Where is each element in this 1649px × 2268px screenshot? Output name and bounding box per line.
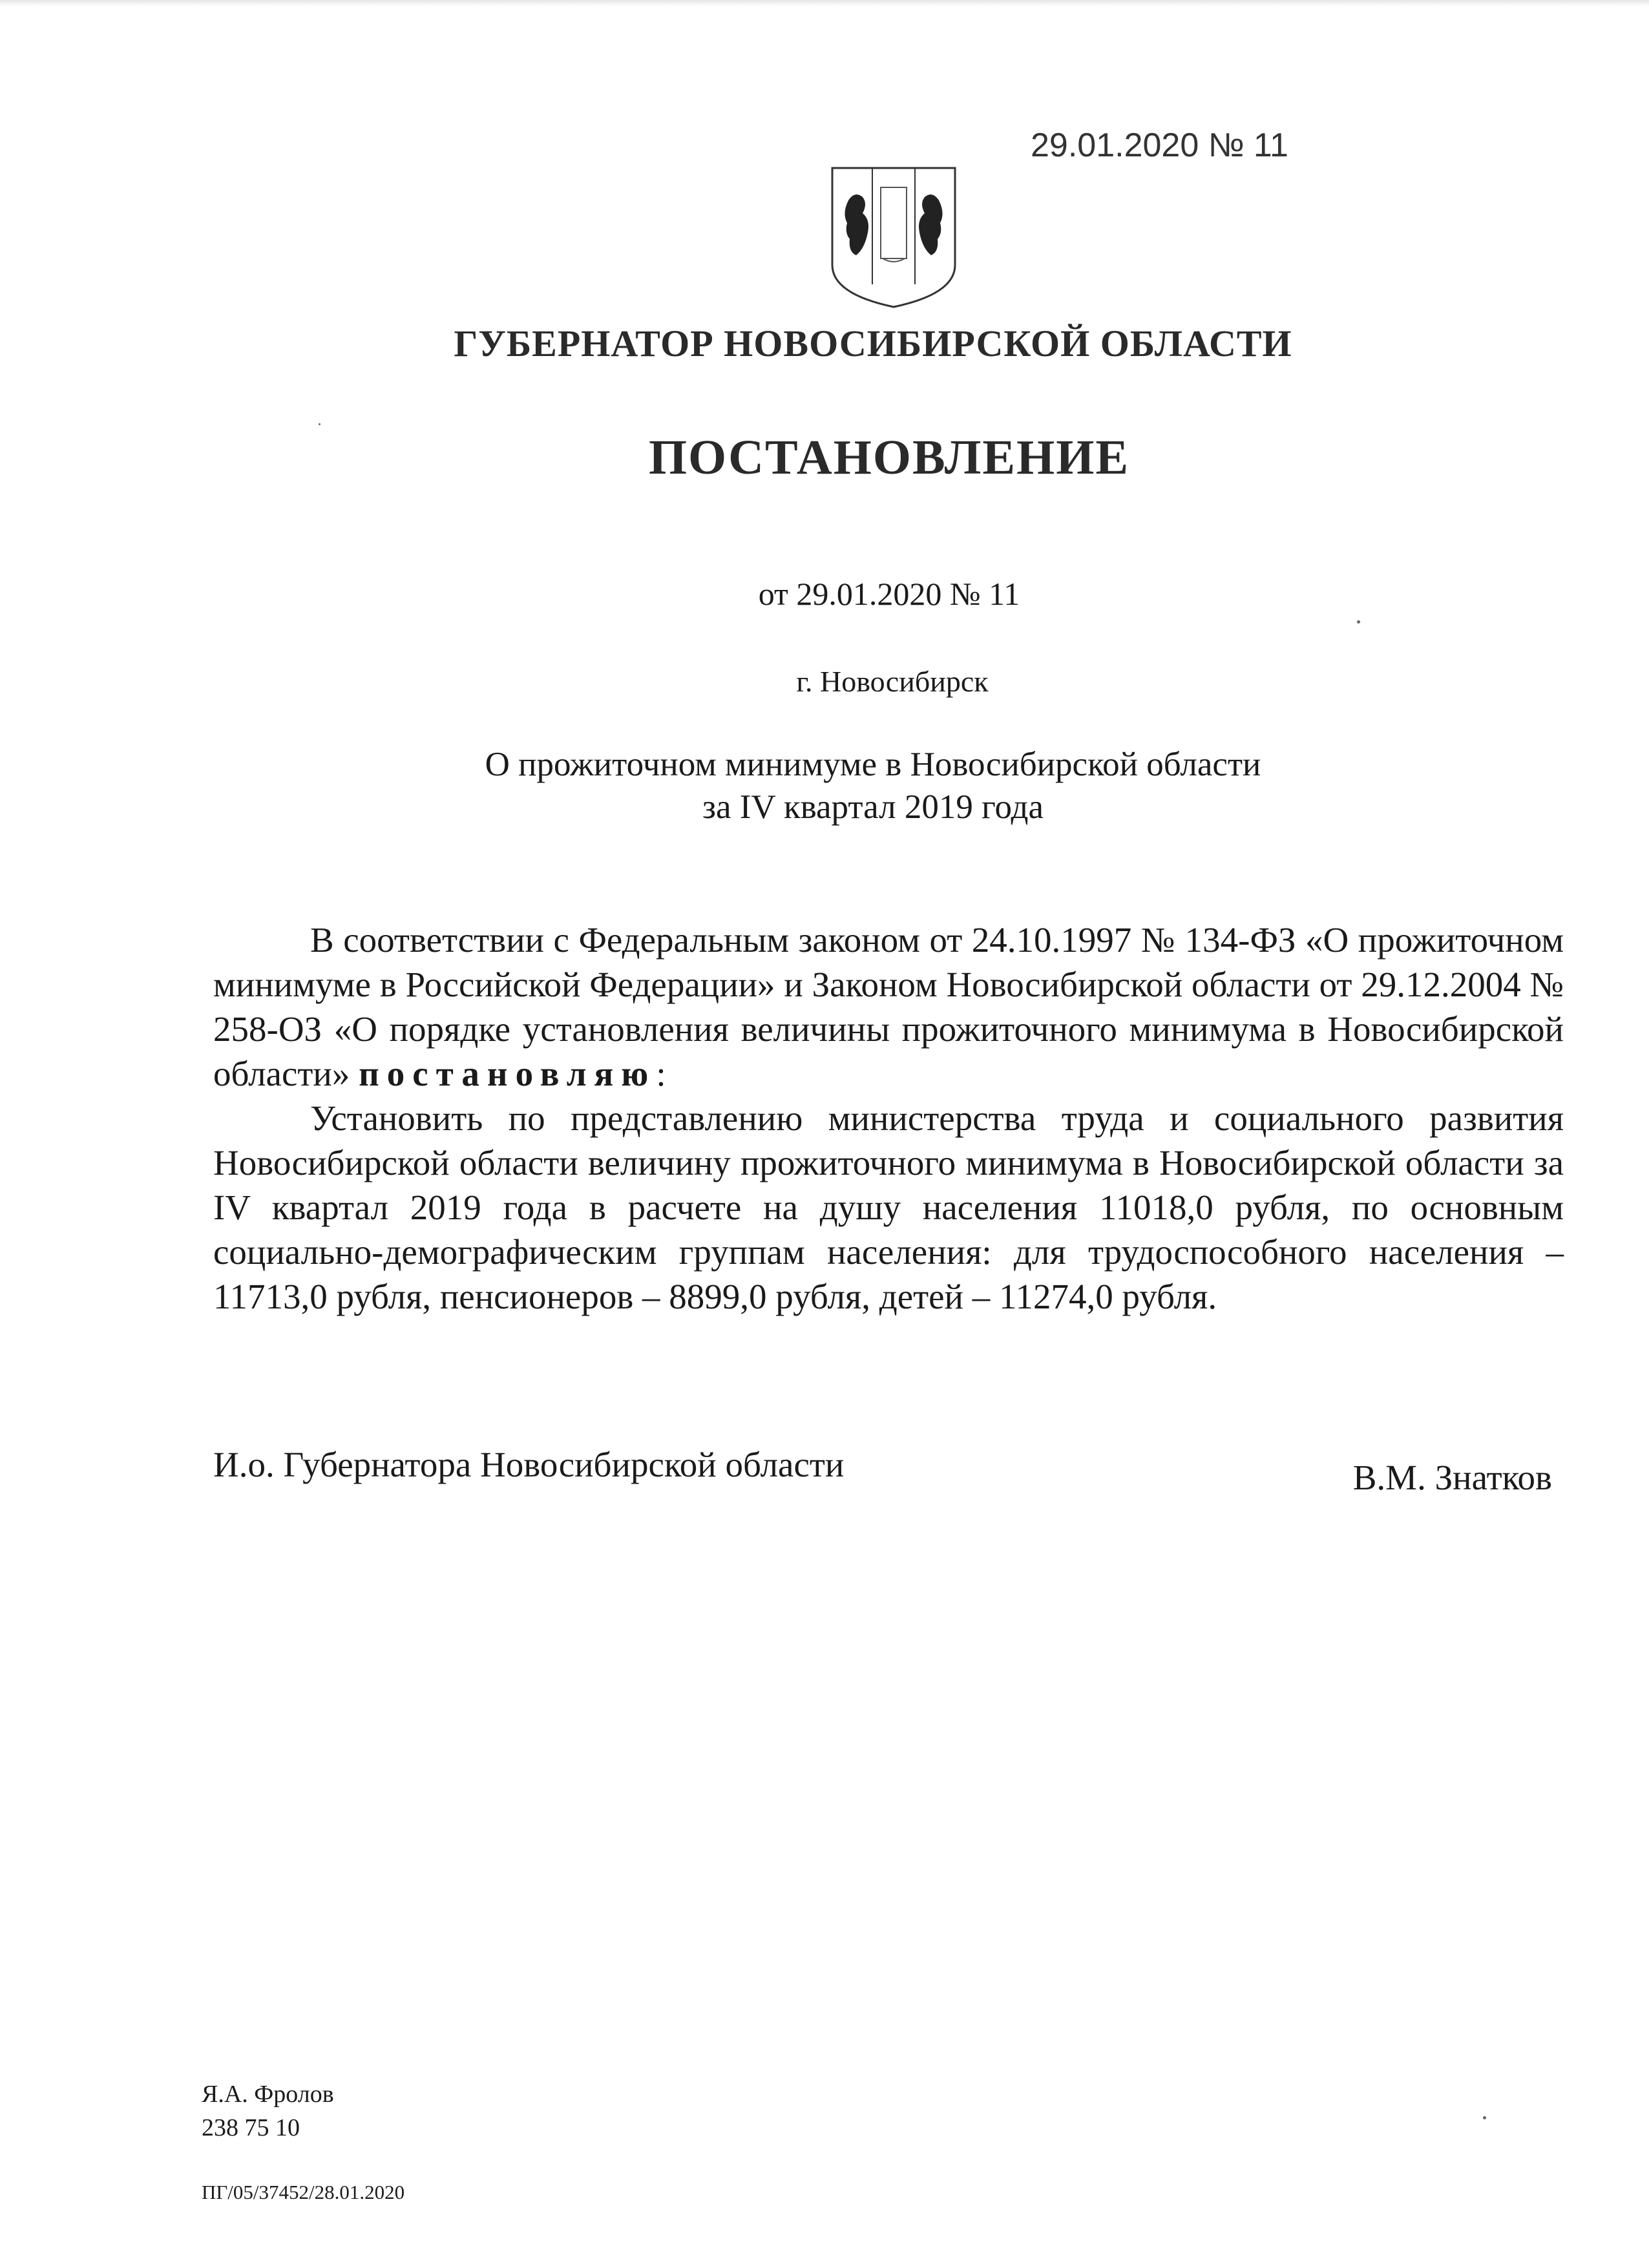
paragraph-1-end: : <box>656 1054 666 1093</box>
body-paragraph-2: Установить по представлению министерства труда и социального развития Новосибирской области величину прожиточного минимума в Новосибирской области за IV квартал 2019 года в расчете на душу населения 11018,0 рубля, по основным социально-демографическим группам населения: для трудоспособного населения – 11713,0 рубля, пенсионеров – 8899,0 рубля, детей – 11274,0 рубля. <box>213 1098 1564 1316</box>
document-body <box>213 918 1564 1319</box>
document-subject <box>0 743 1649 828</box>
document-type: ПОСТАНОВЛЕНИЕ <box>648 430 1130 485</box>
scan-edge <box>0 0 1649 6</box>
document-date: от 29.01.2020 № 11 <box>758 576 1020 612</box>
authority-title: ГУБЕРНАТОР НОВОСИБИРСКОЙ ОБЛАСТИ <box>454 322 1292 364</box>
decree-keyword: постановляю <box>359 1054 656 1093</box>
paragraph-1-text: В соответствии с Федеральным законом от 24.10.1997 № 134-ФЗ «О прожиточном минимуме в Российской Федерации» и Законом Новосибирской области от 29.12.2004 № 258-ОЗ «О порядке установления величины прожиточного минимума в Новосибирской области» <box>213 920 1564 1093</box>
body-paragraph-1 <box>213 918 1564 1096</box>
executor-name: Я.А. Фролов <box>202 2081 334 2108</box>
scan-speck <box>1357 620 1360 624</box>
registration-number: ПГ/05/37452/28.01.2020 <box>202 2181 405 2203</box>
scan-speck <box>1483 2116 1486 2119</box>
scan-speck <box>319 423 320 425</box>
registration-stamp: 29.01.2020 № 11 <box>1031 127 1288 164</box>
document-city: г. Новосибирск <box>796 665 989 698</box>
subject-line-2: за IV квартал 2019 года <box>702 788 1044 826</box>
coat-of-arms-icon <box>826 162 961 310</box>
signatory-title: И.о. Губернатора Новосибирской области <box>213 1445 845 1484</box>
subject-line-1: О прожиточном минимуме в Новосибирской области <box>485 746 1261 783</box>
executor-phone: 238 75 10 <box>202 2114 300 2141</box>
signatory-name: В.М. Знатков <box>1352 1458 1552 1497</box>
executor-block <box>202 2077 334 2145</box>
